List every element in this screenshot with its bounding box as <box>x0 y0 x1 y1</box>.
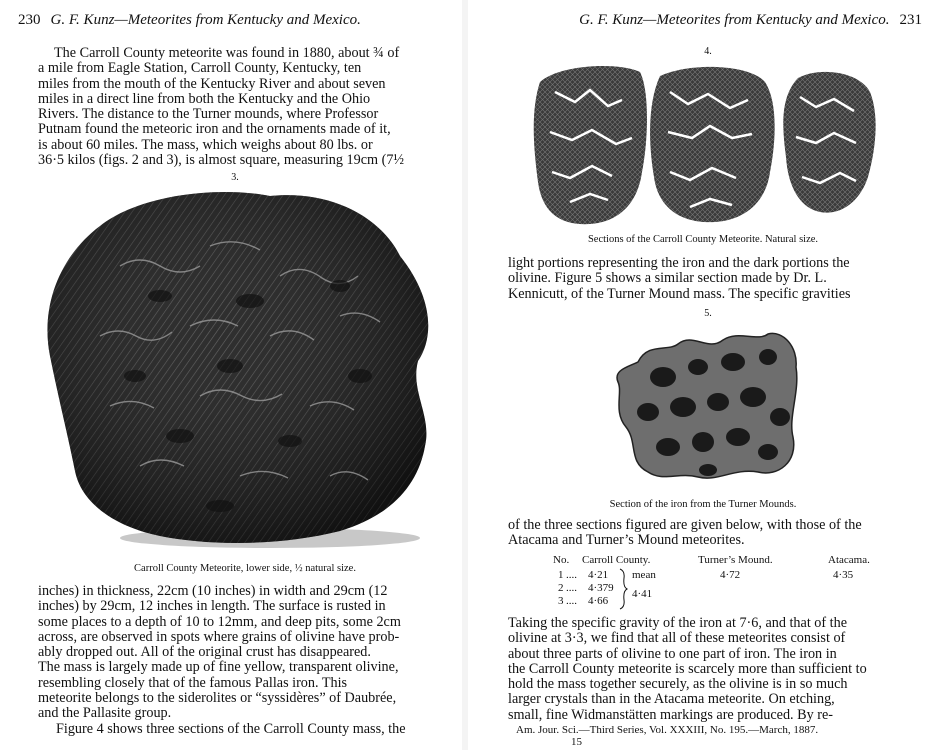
section-b <box>650 67 775 222</box>
text-line: olivine. Figure 5 shows a similar section made by Dr. L. <box>508 270 827 287</box>
left-running-title: G. F. Kunz—Meteorites from Kentucky and Mexico. <box>50 12 361 28</box>
left-page-number: 230 <box>18 12 41 28</box>
text-line: ably dropped out. All of the original crust has disappeared. <box>38 644 371 661</box>
text-line: resembling closely that of the famous Pallas iron. This <box>38 674 348 691</box>
text-line: Putnam found the meteoric iron and the ornaments made of it, <box>38 121 391 138</box>
signature-number: 15 <box>571 736 582 748</box>
text-line: Taking the specific gravity of the iron at 7·6, and that of the <box>508 615 848 631</box>
atacama-value: 4·35 <box>833 569 854 581</box>
table-header: No. <box>553 554 570 566</box>
text-line: meteorite belongs to the siderolites or “syssidères” of Daubrée, <box>38 690 397 707</box>
figure-3-caption: Carroll County Meteorite, lower side, ½ natural size. <box>134 563 356 574</box>
right-paragraph-1 <box>508 256 912 302</box>
brace-icon <box>618 568 628 610</box>
figure-5-section-illustration <box>608 322 808 490</box>
right-running-title: G. F. Kunz—Meteorites from Kentucky and Mexico. <box>579 12 890 28</box>
table-header: Atacama. <box>828 554 870 566</box>
right-paragraph-2 <box>508 518 912 549</box>
mean-value: 4·41 <box>632 588 653 600</box>
text-line: Figure 4 shows three sections of the Carroll County mass, the <box>56 720 406 737</box>
text-line: 36·5 kilos (figs. 2 and 3), is almost square, measuring 19cm (7½ <box>38 152 405 169</box>
text-line: hold the mass together securely, as the olivine is in so much <box>508 676 848 693</box>
left-paragraph-1 <box>38 46 444 168</box>
text-line: a mile from Eagle Station, Carroll County, Kentucky, ten <box>38 60 362 77</box>
left-paragraph-2 <box>38 584 444 737</box>
text-line: light portions representing the iron and the dark portions the <box>508 255 850 271</box>
figure-5-caption: Section of the iron from the Turner Mounds. <box>609 499 797 510</box>
table-row-number: 1 <box>558 569 564 581</box>
table-row-number: 3 <box>558 595 564 607</box>
leader-dots: .... <box>566 582 577 594</box>
text-line: The Carroll County meteorite was found in 1880, about ¾ of <box>54 45 400 61</box>
figure-4-sections-illustration <box>530 62 880 230</box>
specific-gravity-table <box>538 554 898 612</box>
signature-mark <box>571 736 582 748</box>
text-line: the Carroll County meteorite is scarcely more than sufficient to <box>508 660 867 677</box>
text-line: inches) by 29cm, 12 inches in length. The surface is rusted in <box>38 598 386 615</box>
mean-label: mean <box>632 569 656 581</box>
table-header: Carroll County. <box>582 554 651 566</box>
text-line: of the three sections figured are given below, with those of the <box>508 517 862 533</box>
figure-4-number: 4. <box>704 46 712 57</box>
right-page <box>468 0 930 750</box>
left-page <box>0 0 462 750</box>
table-cell: 4·379 <box>588 582 614 594</box>
leader-dots: .... <box>566 595 577 607</box>
text-line: and the Pallasite group. <box>38 705 172 722</box>
section-a <box>534 66 647 224</box>
table-cell: 4·21 <box>588 569 609 581</box>
text-line: across, are observed in spots where grains of olivine have prob- <box>38 628 400 645</box>
right-paragraph-3 <box>508 616 912 723</box>
figure-5-number: 5. <box>704 308 712 319</box>
footer-text: Am. Jour. Sci.—Third Series, Vol. XXXIII, No. 195.—March, 1887. <box>516 724 819 736</box>
text-line: larger crystals than in the Atacama meteorite. On etching, <box>508 691 835 708</box>
text-line: miles from the mouth of the Kentucky River and about seven <box>38 75 386 92</box>
text-line: The mass is largely made up of fine yellow, transparent olivine, <box>38 659 399 676</box>
table-cell: 4·66 <box>588 595 609 607</box>
text-line: some places to a depth of 10 to 12mm, and deep pits, some 2cm <box>38 613 401 630</box>
leader-dots: .... <box>566 569 577 581</box>
table-row-number: 2 <box>558 582 564 594</box>
text-line: inches) in thickness, 22cm (10 inches) in width and 29cm (12 <box>38 583 388 599</box>
journal-footer <box>516 724 916 736</box>
figure-4-caption: Sections of the Carroll County Meteorite. Natural size. <box>587 234 819 245</box>
text-line: Kennicutt, of the Turner Mound mass. The specific gravities <box>508 285 851 302</box>
figure-3-meteorite-illustration <box>40 186 450 558</box>
figure-3-number: 3. <box>231 172 239 183</box>
text-line: is about 60 miles. The mass, which weighs about 80 lbs. or <box>38 136 373 153</box>
text-line: small, fine Widmanstätten markings are produced. By re- <box>508 706 833 723</box>
text-line: olivine at 3·3, we find that all of these meteorites consist of <box>508 630 846 647</box>
turner-value: 4·72 <box>720 569 741 581</box>
text-line: Rivers. The distance to the Turner mounds, where Professor <box>38 106 379 123</box>
right-page-number: 231 <box>899 12 922 28</box>
text-line: about three parts of olivine to one part of iron. The iron in <box>508 645 837 662</box>
section-c <box>783 72 875 213</box>
text-line: Atacama and Turner’s Mound meteorites. <box>508 532 745 549</box>
right-running-head <box>579 12 922 29</box>
table-header: Turner’s Mound. <box>698 554 773 566</box>
left-running-head <box>18 12 361 29</box>
text-line: miles in a direct line from both the Kentucky and the Ohio <box>38 90 371 107</box>
